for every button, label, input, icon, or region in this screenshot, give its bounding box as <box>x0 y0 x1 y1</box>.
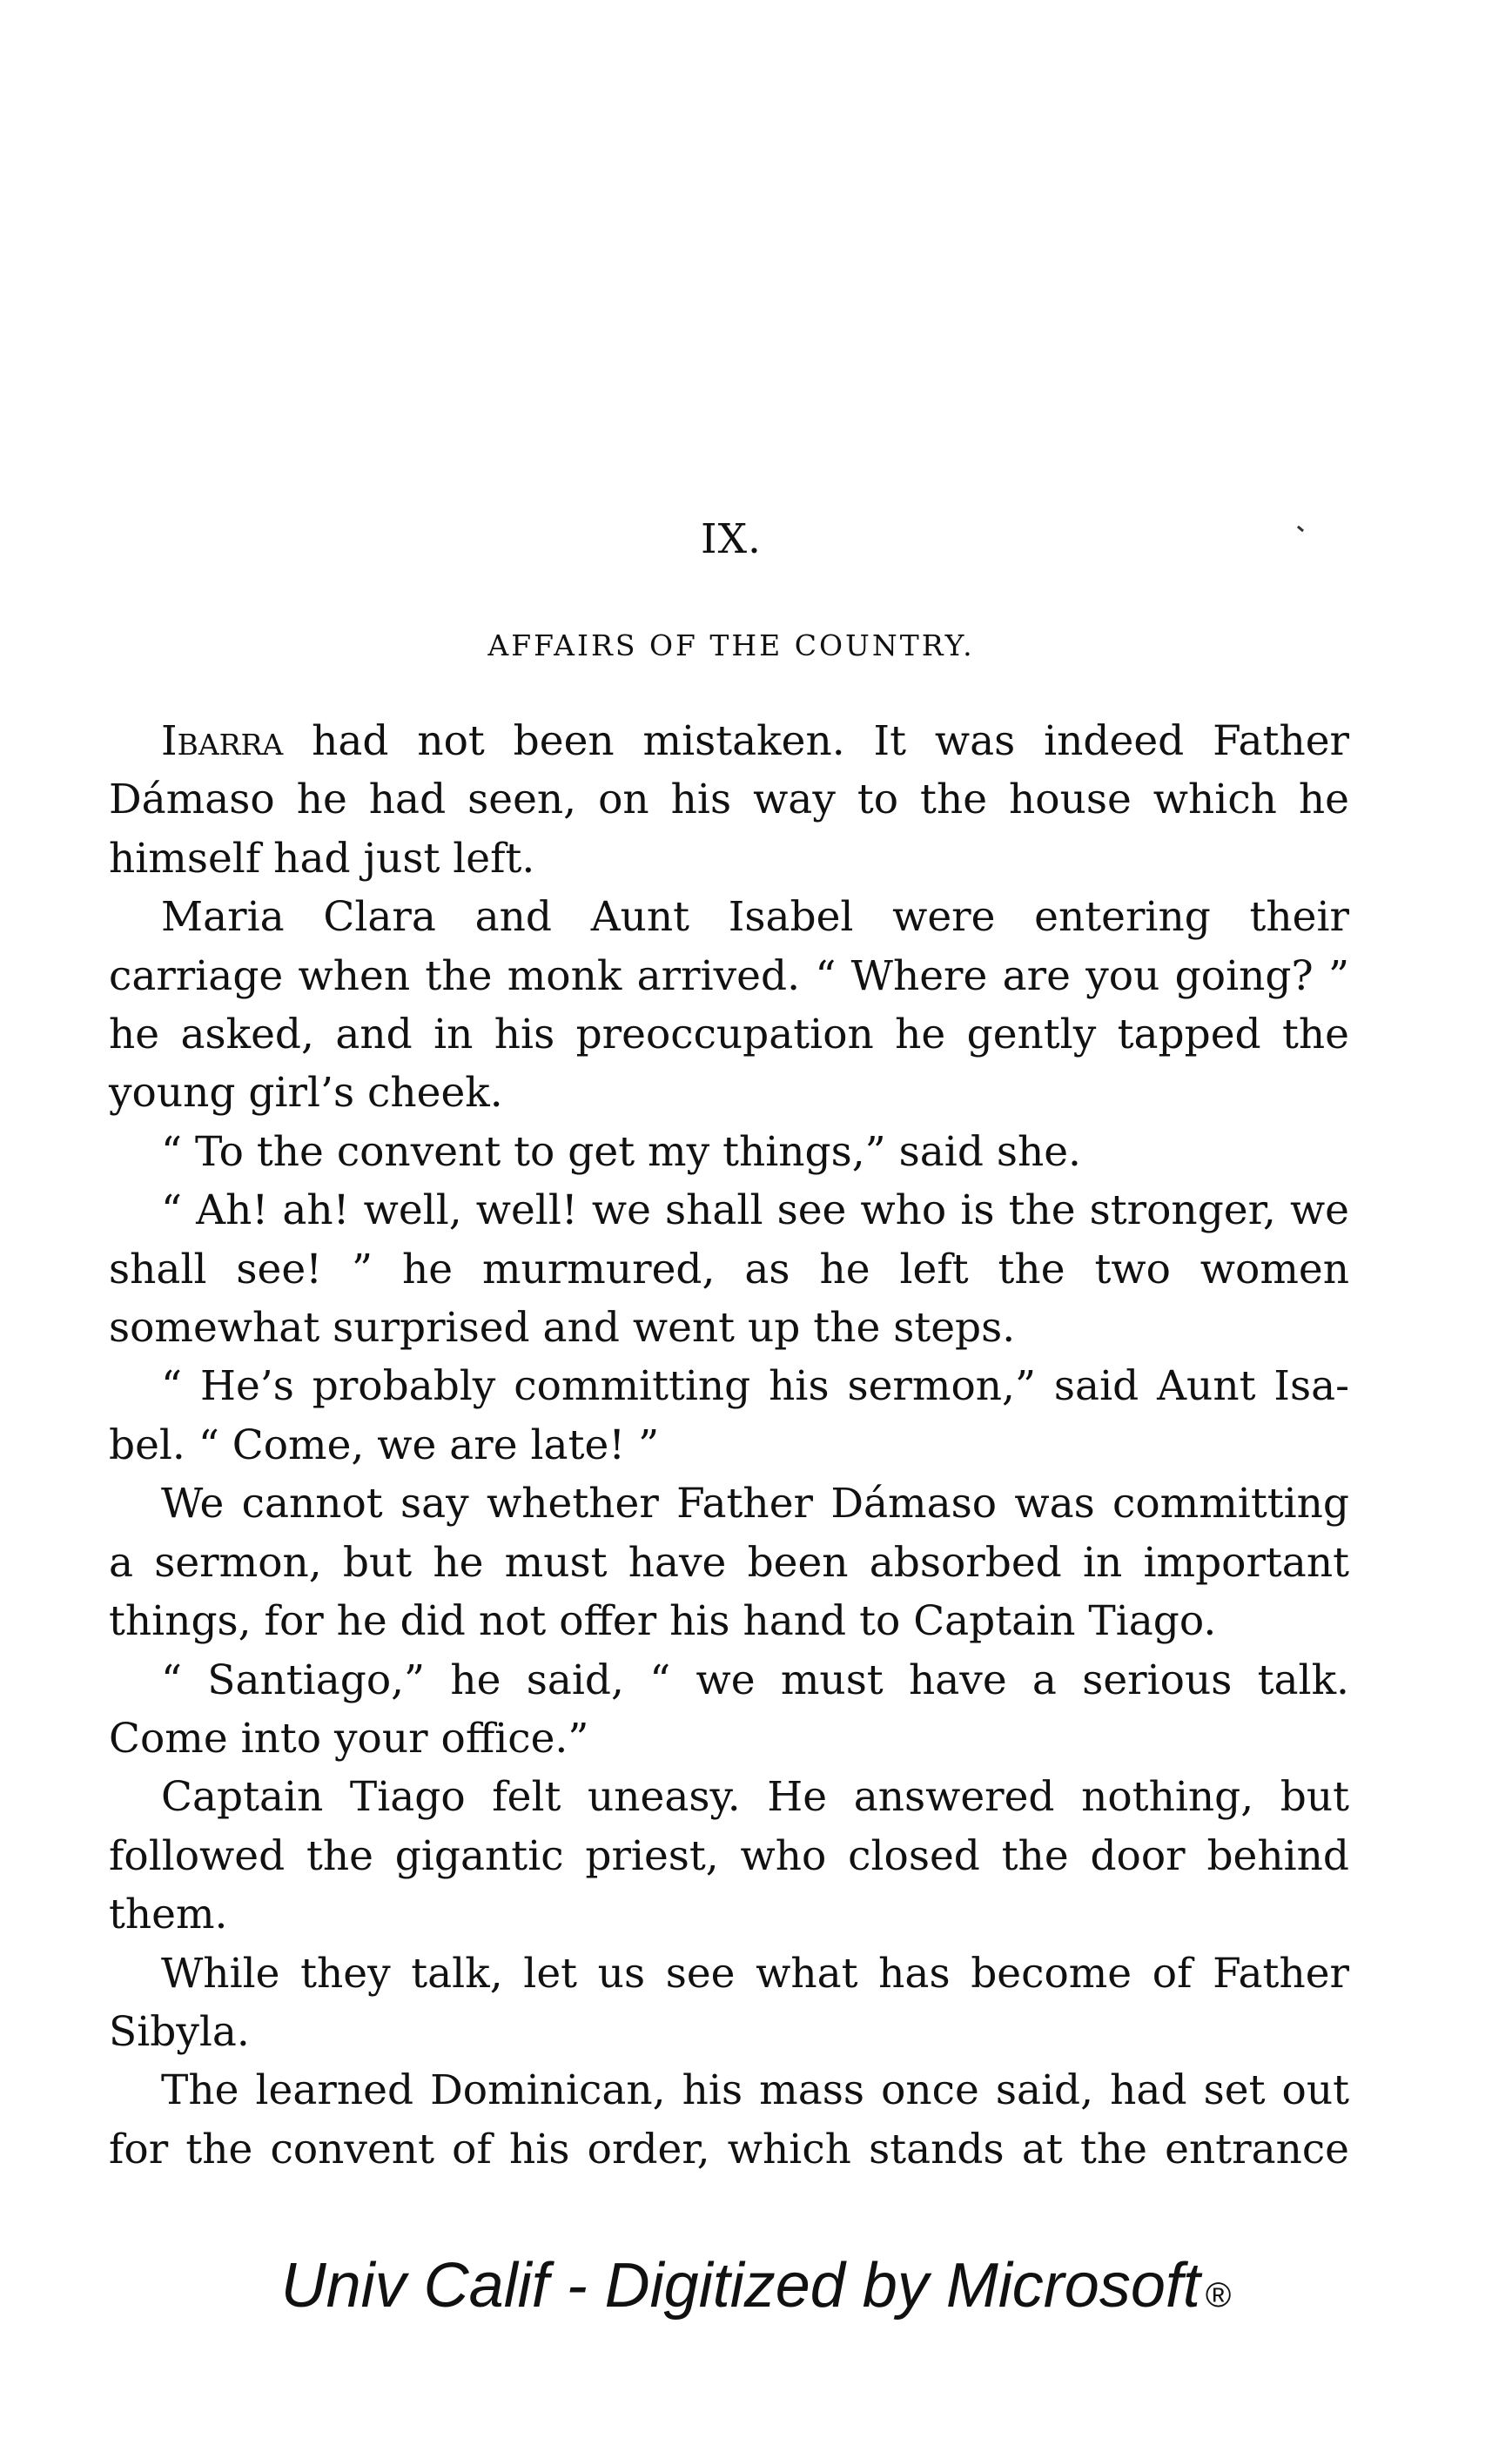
paragraph <box>109 888 1349 1123</box>
paragraph <box>109 1768 1349 1944</box>
paragraph <box>109 1651 1349 1769</box>
paragraph-lead-word: Ibarra <box>161 717 284 765</box>
paragraph-text: “ He’s probably committing his sermon,” said Aunt Isabel. “ Come, we are late! ” <box>109 1362 1349 1469</box>
digitization-watermark <box>0 2250 1512 2321</box>
paragraph-text: “ Santiago,” he said, “ we must have a serious talk. Come into your office.” <box>109 1656 1349 1763</box>
paragraph-text: “ Ah! ah! well, well! we shall see who is the stronger, we shall see! ” he murmured, as he left the two women somewhat surprised and went up the steps. <box>109 1186 1349 1353</box>
chapter-number: IX. <box>701 515 762 563</box>
body-text <box>109 712 1349 2179</box>
paragraph <box>109 1474 1349 1650</box>
paragraph-text: had not been mistaken. It was indeed Father Dámaso he had seen, on his way to the house which he himself had just left. <box>109 717 1349 883</box>
paragraph <box>109 712 1349 888</box>
paragraph <box>109 1181 1349 1357</box>
paragraph-text: “ To the convent to get my things,” said she. <box>161 1127 1081 1176</box>
chapter-title: AFFAIRS OF THE COUNTRY. <box>487 628 975 662</box>
paragraph <box>109 1357 1349 1474</box>
paragraph-text: The learned Dominican, his mass once said, had set out for the convent of his order, which stands at the entrance <box>109 2066 1349 2173</box>
paragraph-text: We cannot say whether Father Dámaso was committing a sermon, but he must have been absorbed in important things, for he did not offer his hand to Captain Tiago. <box>109 1480 1349 1646</box>
watermark-text: Univ Calif - Digitized by Microsoft <box>280 2251 1200 2321</box>
paragraph <box>109 2061 1349 2179</box>
paragraph <box>109 1945 1349 2062</box>
paragraph-text: Maria Clara and Aunt Isabel were entering their carriage when the monk arrived. “ Where are you going? ” he asked, and in his preoccupation he gently tapped the young girl’s cheek. <box>109 893 1349 1118</box>
paragraph <box>109 1123 1349 1181</box>
paragraph-text: Captain Tiago felt uneasy. He answered nothing, but followed the gigantic priest, who closed the door behind them. <box>109 1773 1349 1939</box>
watermark-mark: ® <box>1205 2276 1232 2314</box>
paragraph-text: While they talk, let us see what has become of Father Sibyla. <box>109 1949 1349 2056</box>
